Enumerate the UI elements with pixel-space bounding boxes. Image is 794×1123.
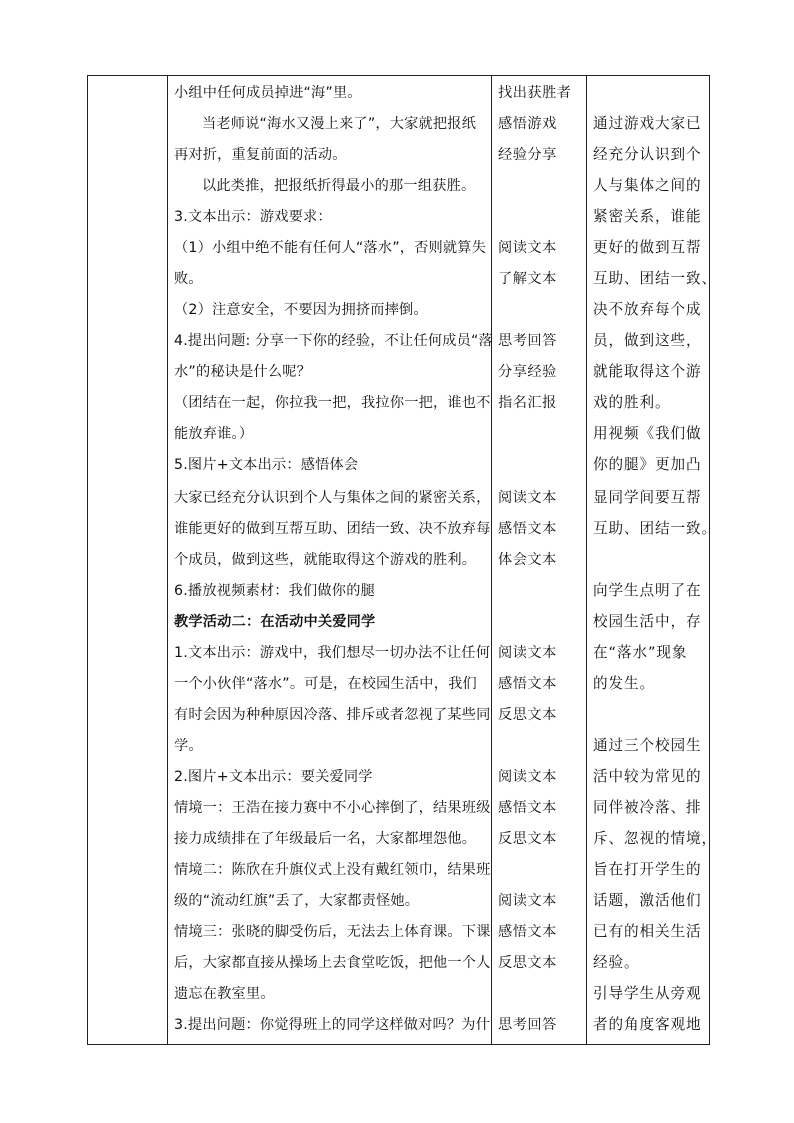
content-line: 一个小伙伴“落水”。可是，在校园生活中，我们 [174,676,477,692]
activity-line: 阅读文本 [498,645,557,661]
activity-line: 阅读文本 [498,893,557,909]
content-line: （1）小组中绝不能有任何人“落水”，否则就算失 [174,240,487,256]
activity-line: 反思文本 [498,707,557,723]
intent-line: 更好的做到互帮 [593,239,702,256]
intent-line: 向学生点明了在 [593,582,702,599]
content-line: 接力成绩排在了年级最后一名，大家都埋怨他。 [174,831,477,847]
activity-line: 找出获胜者 [498,85,572,101]
content-line: 级的“流动红旗”丢了，大家都责怪她。 [174,893,420,909]
content-line: 谁能更好的做到互帮互助、团结一致、决不放弃每 [174,521,491,537]
activity-line: 感悟文本 [498,676,557,692]
activity-line: 思考回答 [498,333,557,349]
intent-line: 斥、忽视的情境， [593,830,717,847]
intent-line: 话题，激活他们 [593,892,702,909]
activity-line: 思考回答 [498,1017,557,1033]
table-row [88,76,710,1045]
activity-line: 感悟文本 [498,521,557,537]
content-line: 小组中任何成员掉进“海”里。 [174,85,362,101]
content-line: 情境二：陈欣在升旗仪式上没有戴红领巾，结果班 [174,862,491,878]
intent-line: 你的腿》更加凸 [593,456,702,473]
intent-line: 用视频《我们做 [593,425,702,442]
content-line: 6.播放视频素材：我们做你的腿 [174,583,375,599]
intent-line: 者的角度客观地 [593,1016,702,1033]
content-line: 情境三：张晓的脚受伤后，无法去上体育课。下课 [174,924,491,940]
content-line: 5.图片+文本出示：感悟体会 [174,457,359,473]
activity-line: 感悟游戏 [498,116,557,132]
teaching-content-column [168,76,492,1045]
intent-line: 旨在打开学生的 [593,861,702,878]
intent-line: 的发生。 [593,675,655,692]
content-line: 3.提出问题：你觉得班上的同学这样做对吗？为什 [174,1017,491,1033]
content-line: （团结在一起，你拉我一把，我拉你一把，谁也不 [174,395,491,411]
activity-line: 体会文本 [498,552,557,568]
intent-line: 在“落水”现象 [593,644,688,661]
section-heading: 教学活动二：在活动中关爱同学 [174,614,376,630]
activity-line: 感悟文本 [498,800,557,816]
blank-left-column [88,76,168,1045]
intent-line: 紧密关系，谁能 [593,208,702,225]
content-line: 能放弃谁。） [174,426,254,442]
lesson-plan-table [87,75,717,1045]
activity-line: 阅读文本 [498,769,557,785]
intent-line: 就能取得这个游 [593,363,702,380]
intent-line: 员，做到这些， [593,332,702,349]
content-line: 大家已经充分认识到个人与集体之间的紧密关系， [174,490,491,506]
intent-line: 显同学间要互帮 [593,489,702,506]
content-line: （2）注意安全，不要因为拥挤而摔倒。 [174,302,428,318]
intent-line: 经验。 [593,954,640,971]
activity-line: 阅读文本 [498,490,557,506]
content-line: 再对折，重复前面的活动。 [174,147,347,163]
intent-line: 已有的相关生活 [593,923,702,940]
activity-line: 感悟文本 [498,924,557,940]
content-line: 有时会因为种种原因冷落、排斥或者忽视了某些同 [174,707,491,723]
intent-line: 互助、团结一致。 [593,520,717,537]
intent-line: 引导学生从旁观 [593,985,702,1002]
intent-line: 通过三个校园生 [593,737,702,754]
intent-line: 互助、团结一致、 [593,270,717,287]
activity-line: 反思文本 [498,955,557,971]
activity-line: 反思文本 [498,831,557,847]
student-activity-column [492,76,587,1045]
intent-line: 经充分认识到个 [593,146,702,163]
content-line: 后，大家都直接从操场上去食堂吃饭，把他一个人 [174,955,491,971]
content-line: 遗忘在教室里。 [174,986,275,1002]
design-intent-column [587,76,717,1045]
activity-line: 指名汇报 [498,395,557,411]
intent-line: 活中较为常见的 [593,768,702,785]
content-line: 水”的秘诀是什么呢？ [174,364,312,380]
content-line: 1.文本出示：游戏中，我们想尽一切办法不让任何 [174,645,491,661]
content-line: 个成员，做到这些，就能取得这个游戏的胜利。 [174,552,477,568]
activity-line: 分享经验 [498,364,557,380]
content-line: 2.图片+文本出示：要关爱同学 [174,769,373,785]
intent-line: 戏的胜利。 [593,394,671,411]
intent-line: 人与集体之间的 [593,177,702,194]
content-line: 败。 [174,271,203,287]
activity-line: 了解文本 [498,271,557,287]
content-line: 以此类推，把报纸折得最小的那一组获胜。 [202,178,476,194]
content-line: 4.提出问题: 分享一下你的经验，不让任何成员“落 [174,333,493,349]
content-line: 3.文本出示：游戏要求： [174,209,332,225]
content-line: 当老师说“海水又漫上来了”，大家就把报纸 [202,116,477,132]
intent-line: 同伴被冷落、排 [593,799,702,816]
intent-line: 通过游戏大家已 [593,115,702,132]
activity-line: 经验分享 [498,147,557,163]
activity-line: 阅读文本 [498,240,557,256]
content-line: 学。 [174,738,203,754]
content-line: 情境一：王浩在接力赛中不小心摔倒了，结果班级 [174,800,491,816]
intent-line: 校园生活中，存 [593,613,702,630]
intent-line: 决不放弃每个成 [593,301,702,318]
